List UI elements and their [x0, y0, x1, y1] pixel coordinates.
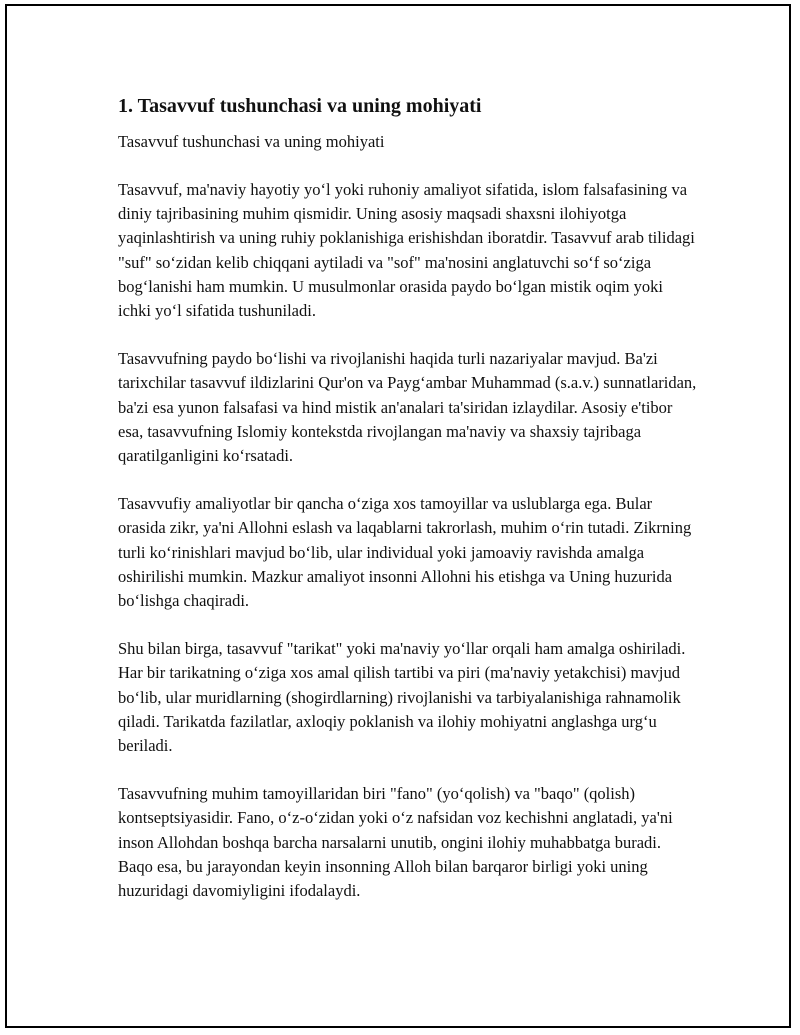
document-body: [118, 92, 698, 927]
paragraph-tarikat: Shu bilan birga, tasavvuf "tarikat" yoki ma'naviy yo‘llar orqali ham amalga oshiriladi. Har bir tarikatning o‘ziga xos amal qilish tartibi va piri (ma'naviy yetakchisi) mavjud bo‘lib, ular muridlarning (shogirdlarning) rivojlanishi va tarbiyalanishiga rahnamolik qiladi. Tarikatda fazilatlar, axloqiy poklanish va ilohiy mohiyatni anglashga urg‘u beriladi.: [118, 639, 686, 756]
section-heading: 1. Tasavvuf tushunchasi va uning mohiyati: [118, 95, 482, 117]
paragraph-practices: Tasavvufiy amaliyotlar bir qancha o‘ziga xos tamoyillar va uslublarga ega. Bular orasida zikr, ya'ni Allohni eslash va laqablarni takrorlash, muhim o‘rin tutadi. Zikrning turli ko‘rinishlari mavjud bo‘lib, ular individual yoki jamoaviy ravishda amalga oshirilishi mumkin. Mazkur amaliyot insonni Allohni his etishga va Uning huzurida bo‘lishga chaqiradi.: [118, 494, 692, 611]
paragraph-fano-baqo: Tasavvufning muhim tamoyillaridan biri "fano" (yo‘qolish) va "baqo" (qolish) kontseptsiyasidir. Fano, o‘z-o‘zidan yoki o‘z nafsidan voz kechishni anglatadi, ya'ni inson Allohdan boshqa barcha narsalarni unutib, ongini ilohiy muhabbatga buradi. Baqo esa, bu jarayondan keyin insonning Alloh bilan barqaror birligi yoki uning huzuridagi davomiyligini ifodalaydi.: [118, 784, 673, 901]
paragraph-definition: Tasavvuf, ma'naviy hayotiy yo‘l yoki ruhoniy amaliyot sifatida, islom falsafasining va diniy tajribasining muhim qismidir. Uning asosiy maqsadi shaxsni ilohiyotga yaqinlashtirish va uning ruhiy poklanishiga erishishdan iboratdir. Tasavvuf arab tilidagi "suf" so‘zidan kelib chiqqani aytiladi va "sof" ma'nosini anglatuvchi so‘f so‘ziga bog‘lanishi ham mumkin. U musulmonlar orasida paydo bo‘lgan mistik oqim yoki ichki yo‘l sifatida tushuniladi.: [118, 180, 695, 321]
paragraph-origins: Tasavvufning paydo bo‘lishi va rivojlanishi haqida turli nazariyalar mavjud. Ba'zi tarixchilar tasavvuf ildizlarini Qur'on va Payg‘ambar Muhammad (s.a.v.) sunnatlaridan, ba'zi esa yunon falsafasi va hind mistik an'analari ta'siridan izlaydilar. Asosiy e'tibor esa, tasavvufning Islomiy kontekstda rivojlangan ma'naviy va shaxsiy tajribaga qaratilganligini ko‘rsatadi.: [118, 349, 697, 466]
section-subtitle: Tasavvuf tushunchasi va uning mohiyati: [118, 132, 385, 151]
